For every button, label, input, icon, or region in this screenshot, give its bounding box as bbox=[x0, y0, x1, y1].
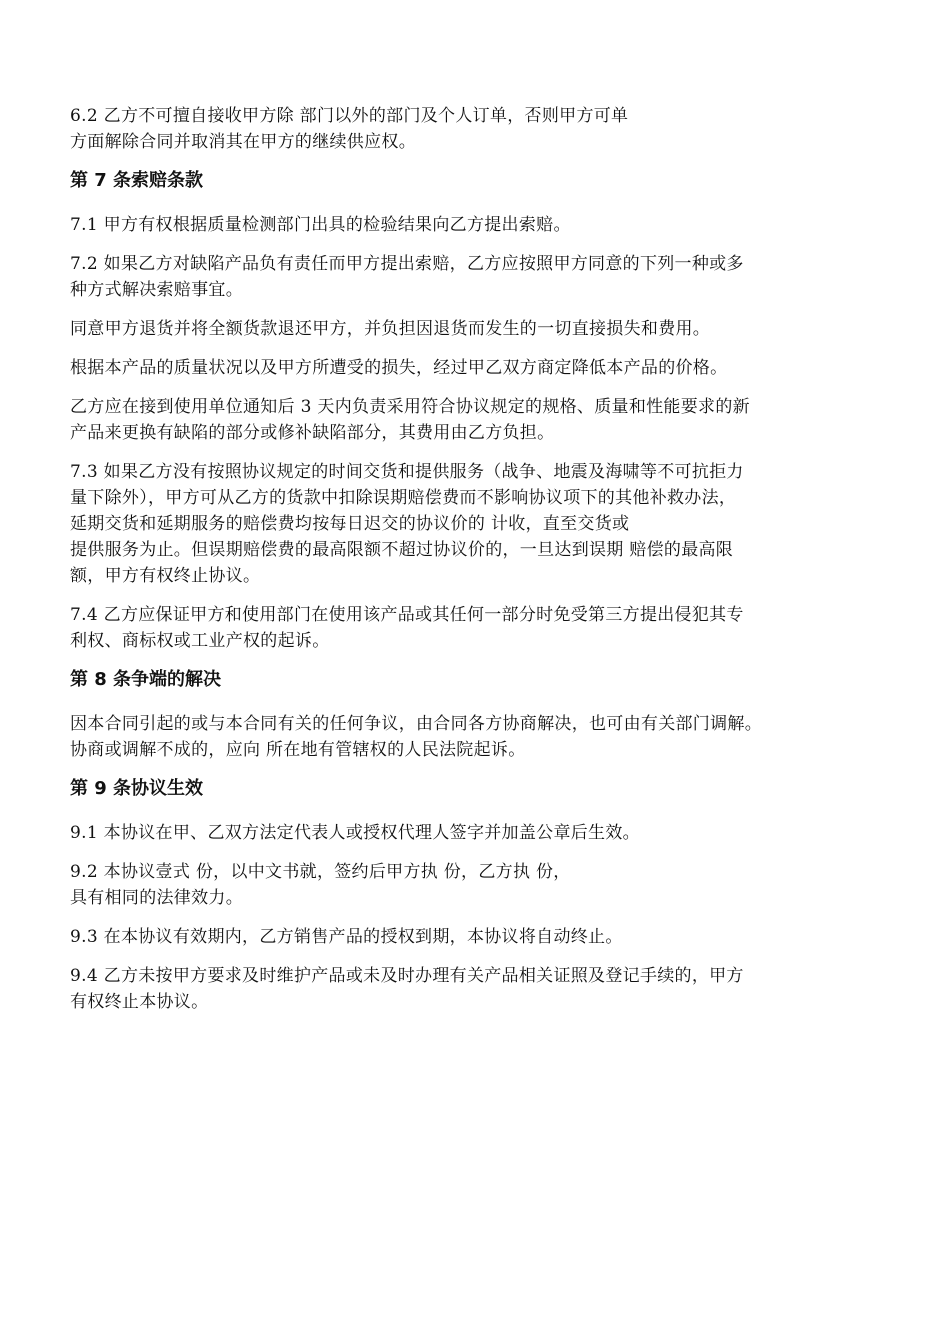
text-line: 具有相同的法律效力。 bbox=[70, 888, 243, 908]
text-line: 7.1 甲方有权根据质量检测部门出具的检验结果向乙方提出索赔。 bbox=[70, 215, 571, 235]
clause-7-2 bbox=[70, 251, 890, 303]
clause-6-2 bbox=[70, 103, 890, 155]
text-line: 因本合同引起的或与本合同有关的任何争议，由合同各方协商解决，也可由有关部门调解。 bbox=[70, 714, 762, 734]
text-line: 种方式解决索赔事宜。 bbox=[70, 280, 243, 300]
text-line: 利权、商标权或工业产权的起诉。 bbox=[70, 631, 330, 651]
clause-9-2 bbox=[70, 859, 890, 911]
clause-8 bbox=[70, 711, 890, 763]
document-page bbox=[70, 103, 890, 1028]
section-7-heading: 第 7 条索赔条款 bbox=[70, 170, 204, 191]
clause-7-1 bbox=[70, 212, 890, 238]
section-9-heading: 第 9 条协议生效 bbox=[70, 778, 204, 799]
clause-9-1 bbox=[70, 820, 890, 846]
text-line: 乙方应在接到使用单位通知后 3 天内负责采用符合协议规定的规格、质量和性能要求的新 bbox=[70, 397, 750, 417]
text-line: 9.3 在本协议有效期内，乙方销售产品的授权到期，本协议将自动终止。 bbox=[70, 927, 623, 947]
clause-9-4 bbox=[70, 963, 890, 1015]
section-8-heading: 第 8 条争端的解决 bbox=[70, 669, 222, 690]
remedy-option-3 bbox=[70, 394, 890, 446]
remedy-option-1 bbox=[70, 316, 890, 342]
text-line: 延期交货和延期服务的赔偿费均按每日迟交的协议价的 计收，直至交货或 bbox=[70, 514, 630, 534]
clause-9-3 bbox=[70, 924, 890, 950]
text-line: 方面解除合同并取消其在甲方的继续供应权。 bbox=[70, 132, 416, 152]
text-line: 协商或调解不成的，应向 所在地有管辖权的人民法院起诉。 bbox=[70, 740, 526, 760]
text-line: 7.4 乙方应保证甲方和使用部门在使用该产品或其任何一部分时免受第三方提出侵犯其专 bbox=[70, 605, 744, 625]
text-line: 7.2 如果乙方对缺陷产品负有责任而甲方提出索赔，乙方应按照甲方同意的下列一种或多 bbox=[70, 254, 744, 274]
clause-7-3 bbox=[70, 459, 890, 589]
text-line: 同意甲方退货并将全额货款退还甲方，并负担因退货而发生的一切直接损失和费用。 bbox=[70, 319, 711, 339]
text-line: 产品来更换有缺陷的部分或修补缺陷部分，其费用由乙方负担。 bbox=[70, 423, 555, 443]
text-line: 量下除外），甲方可从乙方的货款中扣除误期赔偿费而不影响协议项下的其他补救办法， bbox=[70, 488, 737, 508]
text-line: 9.1 本协议在甲、乙双方法定代表人或授权代理人签字并加盖公章后生效。 bbox=[70, 823, 640, 843]
clause-7-4 bbox=[70, 602, 890, 654]
remedy-option-2 bbox=[70, 355, 890, 381]
text-line: 额，甲方有权终止协议。 bbox=[70, 566, 261, 586]
text-line: 提供服务为止。但误期赔偿费的最高限额不超过协议价的，一旦达到误期 赔偿的最高限 bbox=[70, 540, 734, 560]
text-line: 7.3 如果乙方没有按照协议规定的时间交货和提供服务（战争、地震及海啸等不可抗拒力 bbox=[70, 462, 744, 482]
text-line: 6.2 乙方不可擅自接收甲方除 部门以外的部门及个人订单，否则甲方可单 bbox=[70, 106, 629, 126]
text-line: 根据本产品的质量状况以及甲方所遭受的损失，经过甲乙双方商定降低本产品的价格。 bbox=[70, 358, 728, 378]
text-line: 9.2 本协议壹式 份，以中文书就，签约后甲方执 份，乙方执 份， bbox=[70, 862, 571, 882]
text-line: 有权终止本协议。 bbox=[70, 992, 209, 1012]
text-line: 9.4 乙方未按甲方要求及时维护产品或未及时办理有关产品相关证照及登记手续的，甲方 bbox=[70, 966, 744, 986]
